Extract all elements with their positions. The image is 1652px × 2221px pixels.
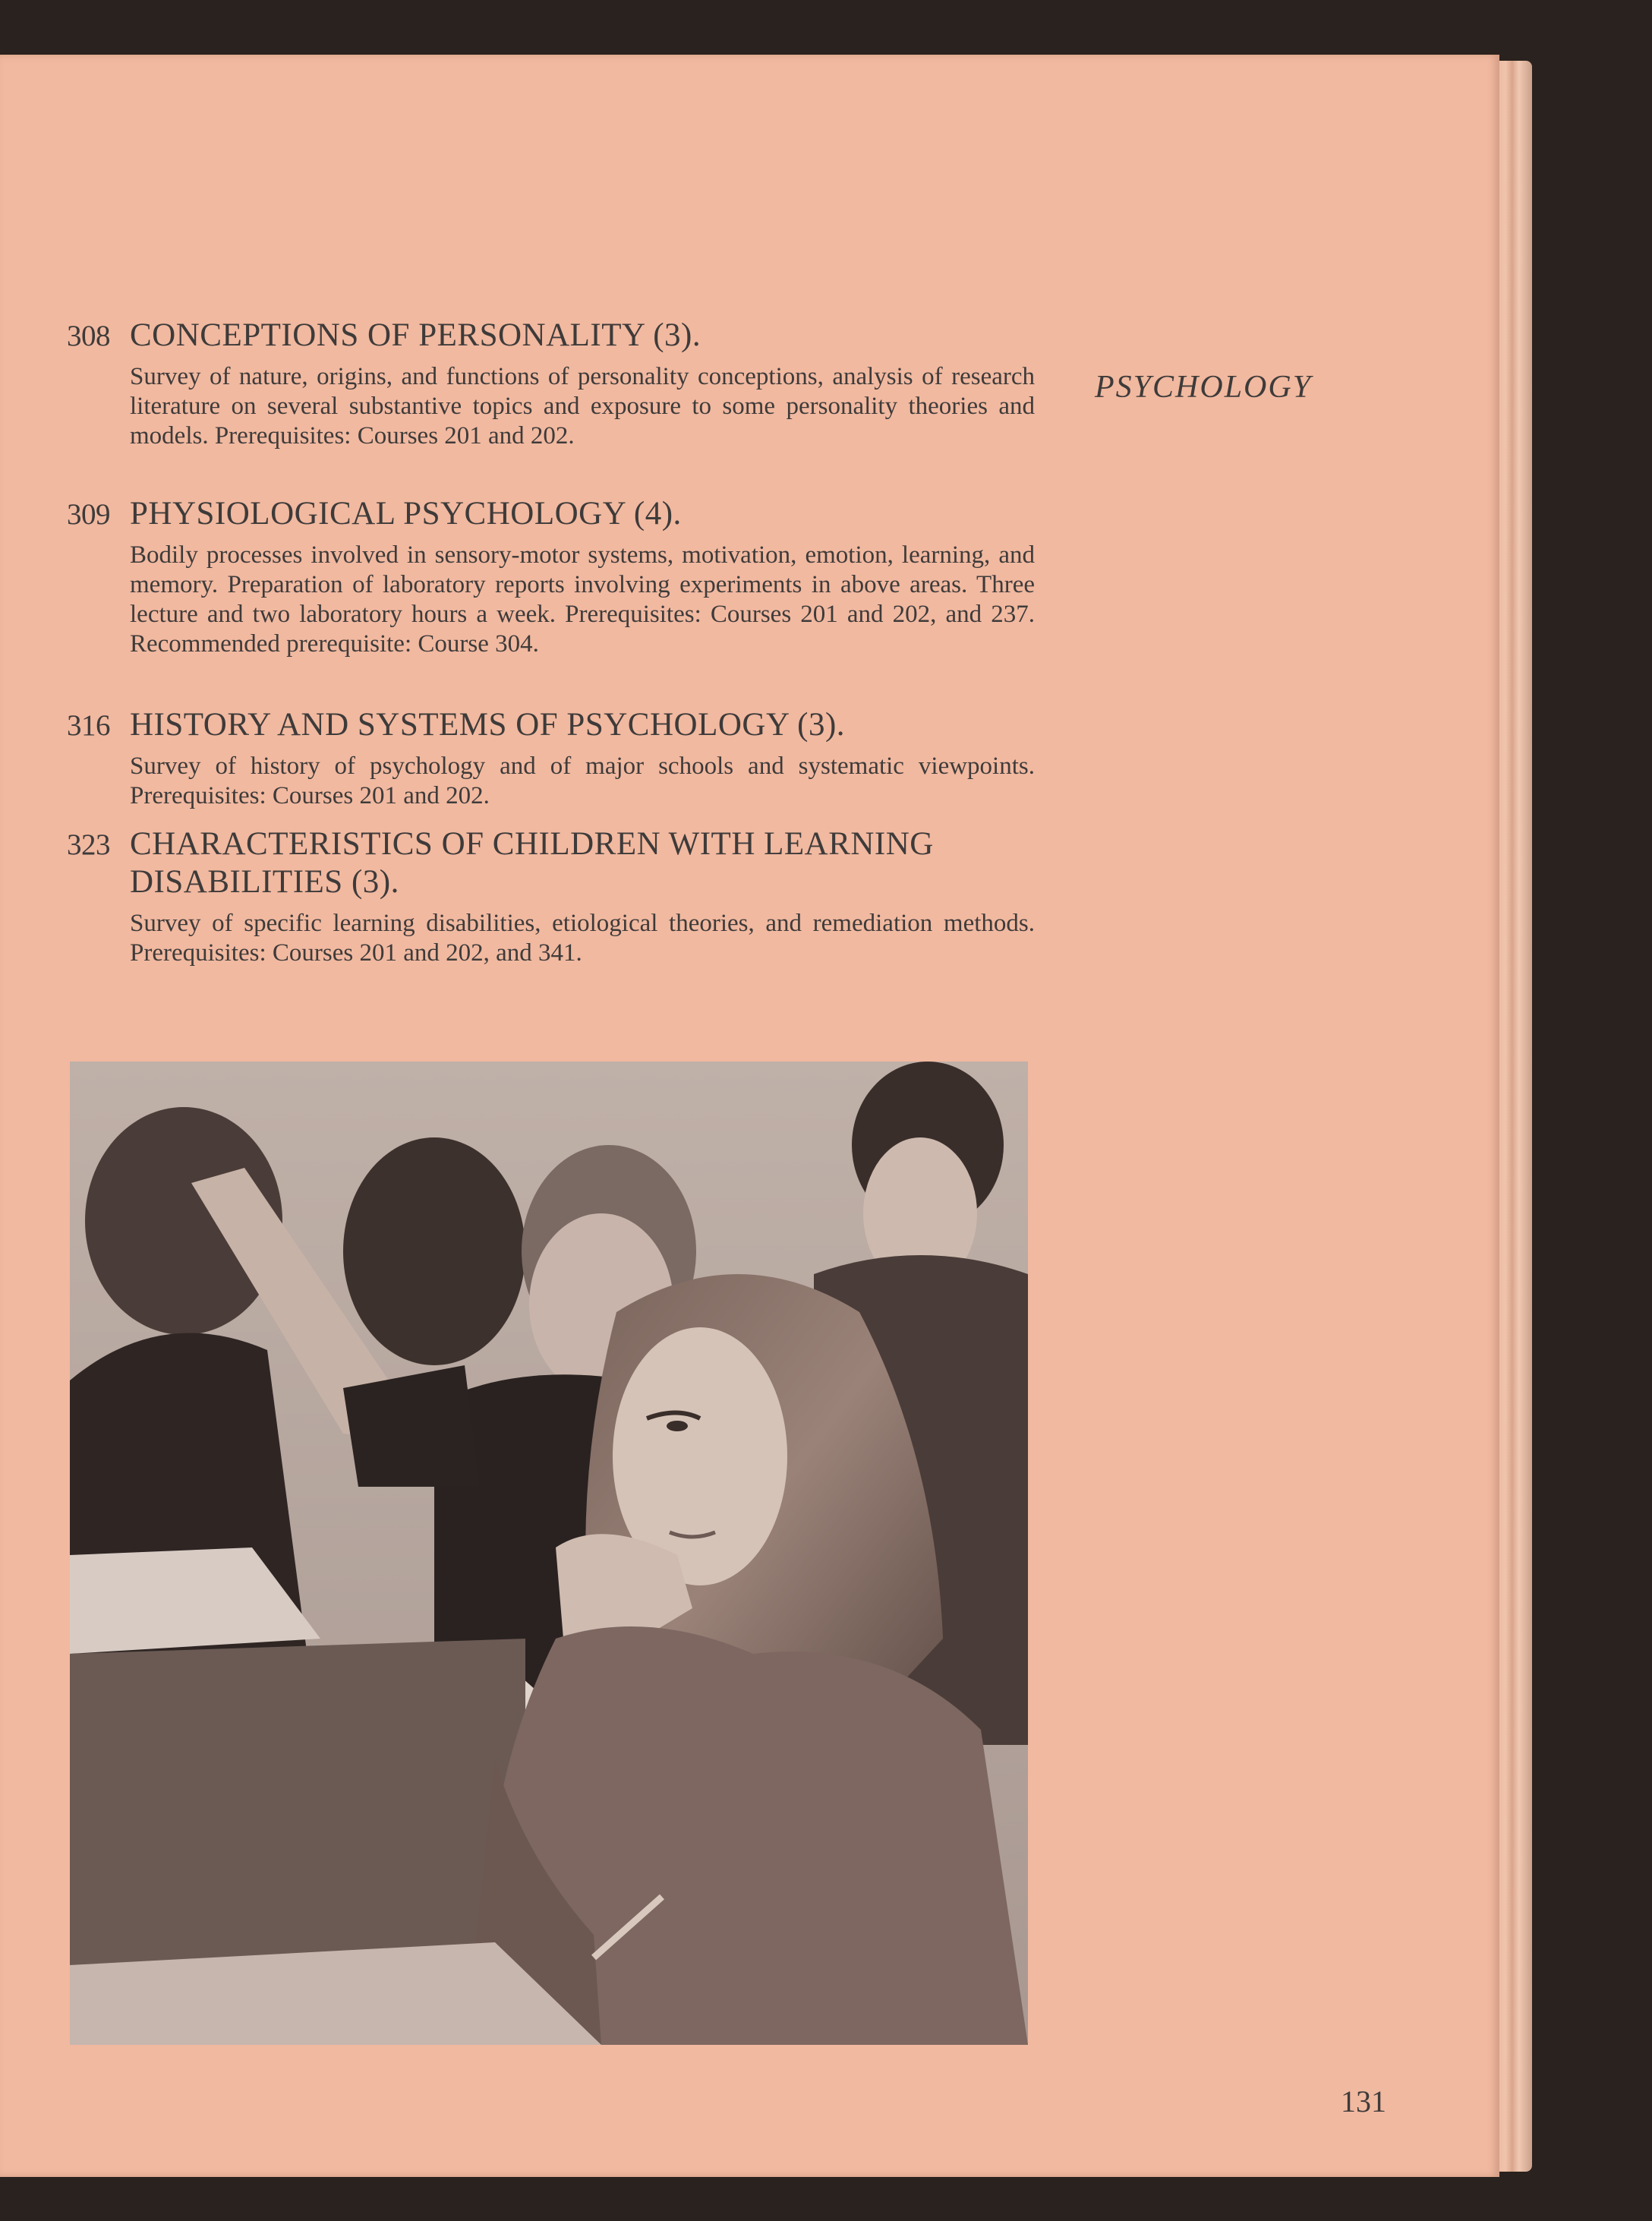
course-description: Survey of specific learning disabilities, etiological theories, and remediation methods. Prerequisites: Courses 201 and 202, and 341. (130, 910, 1035, 967)
course-description: Survey of history of psychology and of major schools and systematic viewpoints. Prerequisites: Courses 201 and 202. (130, 752, 1035, 809)
course-entry-323 (67, 825, 1054, 968)
course-number: 323 (67, 828, 110, 861)
course-title: HISTORY AND SYSTEMS OF PSYCHOLOGY (3). (130, 707, 846, 743)
catalog-page (0, 55, 1499, 2177)
course-number: 316 (67, 709, 110, 742)
classroom-photo-illustration (70, 1062, 1028, 2045)
course-title: CHARACTERISTICS OF CHILDREN WITH LEARNING DISABILITIES (3). (130, 826, 934, 900)
course-description: Bodily processes involved in sensory-motor systems, motivation, emotion, learning, and memory. Preparation of laboratory reports involving experiments in above areas. Three lecture and two laboratory hours a week. Prerequisites: Courses 201 and 202, and 237. Recommended prerequisite: Course 304. (130, 541, 1035, 658)
course-number: 308 (67, 320, 110, 352)
course-title: CONCEPTIONS OF PERSONALITY (3). (130, 317, 701, 353)
course-entry-308 (67, 317, 1054, 451)
section-label: PSYCHOLOGY (1095, 370, 1313, 405)
course-number: 309 (67, 498, 110, 531)
course-description: Survey of nature, origins, and functions of personality conceptions, analysis of research literature on several substantive topics and exposure to some personality theories and models. Prerequisites: Courses 201 and 202. (130, 363, 1035, 450)
course-title: PHYSIOLOGICAL PSYCHOLOGY (4). (130, 496, 682, 532)
course-entry-309 (67, 495, 1054, 659)
course-entry-316 (67, 706, 1054, 811)
classroom-photo (70, 1062, 1028, 2045)
page-number: 131 (1341, 2084, 1386, 2118)
